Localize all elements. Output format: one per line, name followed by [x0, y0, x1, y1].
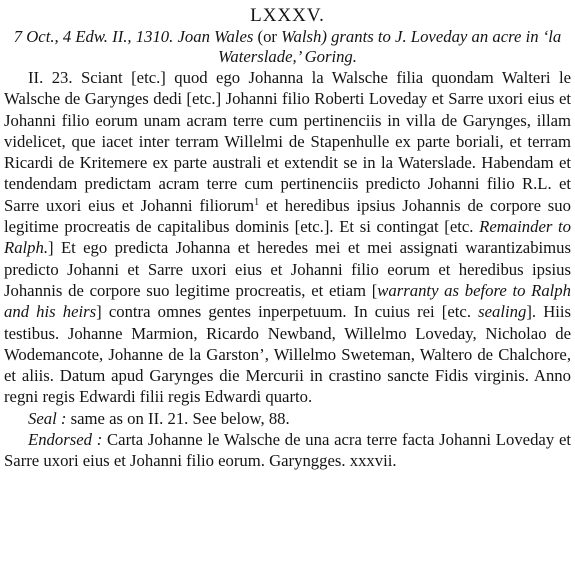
charter-text-part-4: ] contra omnes gentes inperpetuum. In cuius rei [etc.: [96, 302, 479, 322]
endorsement-note: [4, 429, 571, 472]
footnote-marker: 1: [254, 196, 260, 208]
document-number: LXXXV.: [250, 5, 325, 26]
charter-text-part-1: II. 23. Sciant [etc.] quod ego Johanna la Walsche filia quondam Walteri le Walsche de Garynges dedi [etc.] Johanni filio Roberti Loveday et Sarre uxori eius et Johanni filio eorum unam acram terre cum pertinenciis in villa de Garynges, illam videlicet, que iacet inter terram Willelmi de Stapenhulle ex parte boriali, et terram Ricardi de Kritemere ex parte australi et extendit se in la Waterslade. Habendam et tendendam predictam acram terre cum pertinenciis predicto Johanni filio R.L. et Sarre uxori eius et Johanni filiorum: [4, 68, 571, 215]
heading-goring: ’ Goring.: [296, 46, 357, 66]
heading-or: (or: [257, 27, 277, 46]
document-page: [4, 6, 571, 472]
charter-text-part-2: et heredibus ipsius Johannis de corpore suo legitime procreatis de capitalibus dominis [etc.]. Et si contingat [etc.: [4, 195, 571, 237]
endorsed-text: Carta Johanne le Walsche de una acra terre facta Johanni Loveday et Sarre uxori eius et Johanni filio eorum. Garyngges. xxxvii.: [4, 430, 571, 471]
sealing-note: sealing: [478, 302, 527, 322]
charter-text: [4, 67, 571, 408]
seal-text: same as on II. 21. See below, 88.: [66, 408, 290, 428]
heading-grants: grants to J. Loveday an acre in ‘: [331, 27, 549, 46]
endorsed-label: Endorsed :: [28, 430, 103, 450]
seal-note: [4, 408, 571, 429]
warranty-note: warranty as before to Ralph and his heirs: [4, 280, 571, 322]
heading-joan: Joan Wales: [177, 27, 254, 46]
remainder-note: Remainder to Ralph.: [4, 217, 571, 258]
seal-label: Seal :: [28, 408, 67, 428]
charter-text-part-3: ] Et ego predicta Johanna et heredes mei et mei assignati warantizabimus predicto Johanni et Sarre uxori eius et Johanni filio eorum et heredibus ipsius Johannis de corpore suo legitime procreatis, et etiam [: [4, 238, 571, 300]
heading-date: 7 Oct., 4 Edw. II., 1310.: [13, 27, 174, 46]
document-heading: [4, 27, 571, 66]
heading-walsh: Walsh): [281, 27, 327, 46]
charter-text-part-5: ]. Hiis testibus. Johanne Marmion, Ricardo Newband, Willelmo Loveday, Nicholao de Wodemancote, Johanne de la Garston’, Willelmo Sweteman, Waltero de Chalchore, et aliis. Datum apud Garynges die Mercurii in crastino sancte Fidis virginis. Anno regni regis Edwardi filii regis Edwardi quarto.: [4, 302, 572, 407]
heading-place: la Waterslade,: [218, 27, 562, 66]
